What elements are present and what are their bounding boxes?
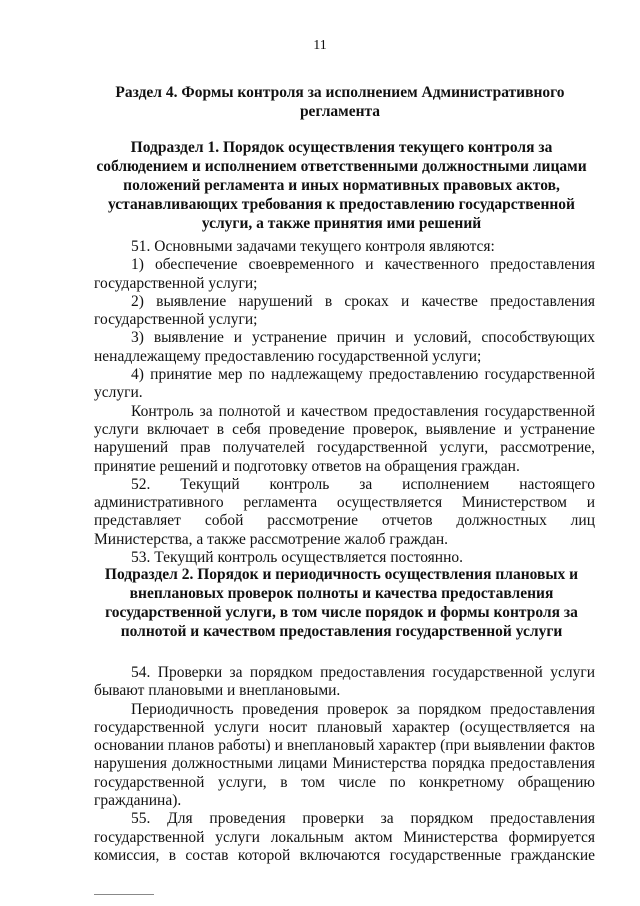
paragraph: 4) принятие мер по надлежащему предоставлению государственной услуги. [94, 366, 595, 402]
section-title: Раздел 4. Формы контроля за исполнением Административного регламента [115, 84, 565, 120]
page-number: 11 [313, 38, 327, 53]
subsection-2-title: Подраздел 2. Порядок и периодичность осуществления плановых и внеплановых проверок полноты и качества предоставления государственной услуги, в том числе порядок и формы контроля за полнотой и качеством предоставления государственной услуги [104, 566, 579, 640]
paragraph: 3) выявление и устранение причин и условий, способствующих ненадлежащему предоставлению государственной услуги; [94, 329, 595, 365]
paragraph: 53. Текущий контроль осуществляется постоянно. [131, 549, 463, 567]
subsection-1-title: Подраздел 1. Порядок осуществления текущего контроля за соблюдением и исполнением ответственными должностными лицами положений регламента и иных нормативных правовых актов, устанавливающих требования к предоставлению государственной услуги, а также принятия ими решений [96, 139, 587, 232]
footer-divider [94, 894, 154, 895]
subsection-2-body [94, 664, 595, 865]
paragraph: 54. Проверки за порядком предоставления государственной услуги бывают плановыми и внеплановыми. [94, 664, 595, 700]
paragraph: 51. Основными задачами текущего контроля являются: [131, 238, 495, 255]
paragraph: 1) обеспечение своевременного и качественного предоставления государственной услуги; [94, 256, 595, 292]
paragraph: 55. Для проведения проверки за порядком предоставления государственной услуги локальным актом Министерства формируется комиссия, в состав которой включаются государственные гражданские [94, 810, 595, 864]
paragraph: Контроль за полнотой и качеством предоставления государственной услуги включает в себя проведение проверок, выявление и устранение нарушений прав получателей государственной услуги, рассмотрение, принятие решений и подготовку ответов на обращения граждан. [94, 402, 595, 475]
paragraph: 52. Текущий контроль за исполнением настоящего административного регламента осуществляется Министерством и представляет собой рассмотрение отчетов должностных лиц Министерства, а также рассмотрение жалоб граждан. [94, 475, 595, 548]
subsection-1-body [94, 238, 595, 567]
paragraph: Периодичность проведения проверок за порядком предоставления государственной услуги носит плановый характер (осуществляется на основании планов работы) и внеплановый характер (при выявлении фактов нарушения должностными лицами Министерства порядка предоставления государственной услуги, в том числе по конкретному обращению гражданина). [94, 700, 595, 810]
paragraph: 2) выявление нарушений в сроках и качестве предоставления государственной услуги; [94, 292, 595, 329]
